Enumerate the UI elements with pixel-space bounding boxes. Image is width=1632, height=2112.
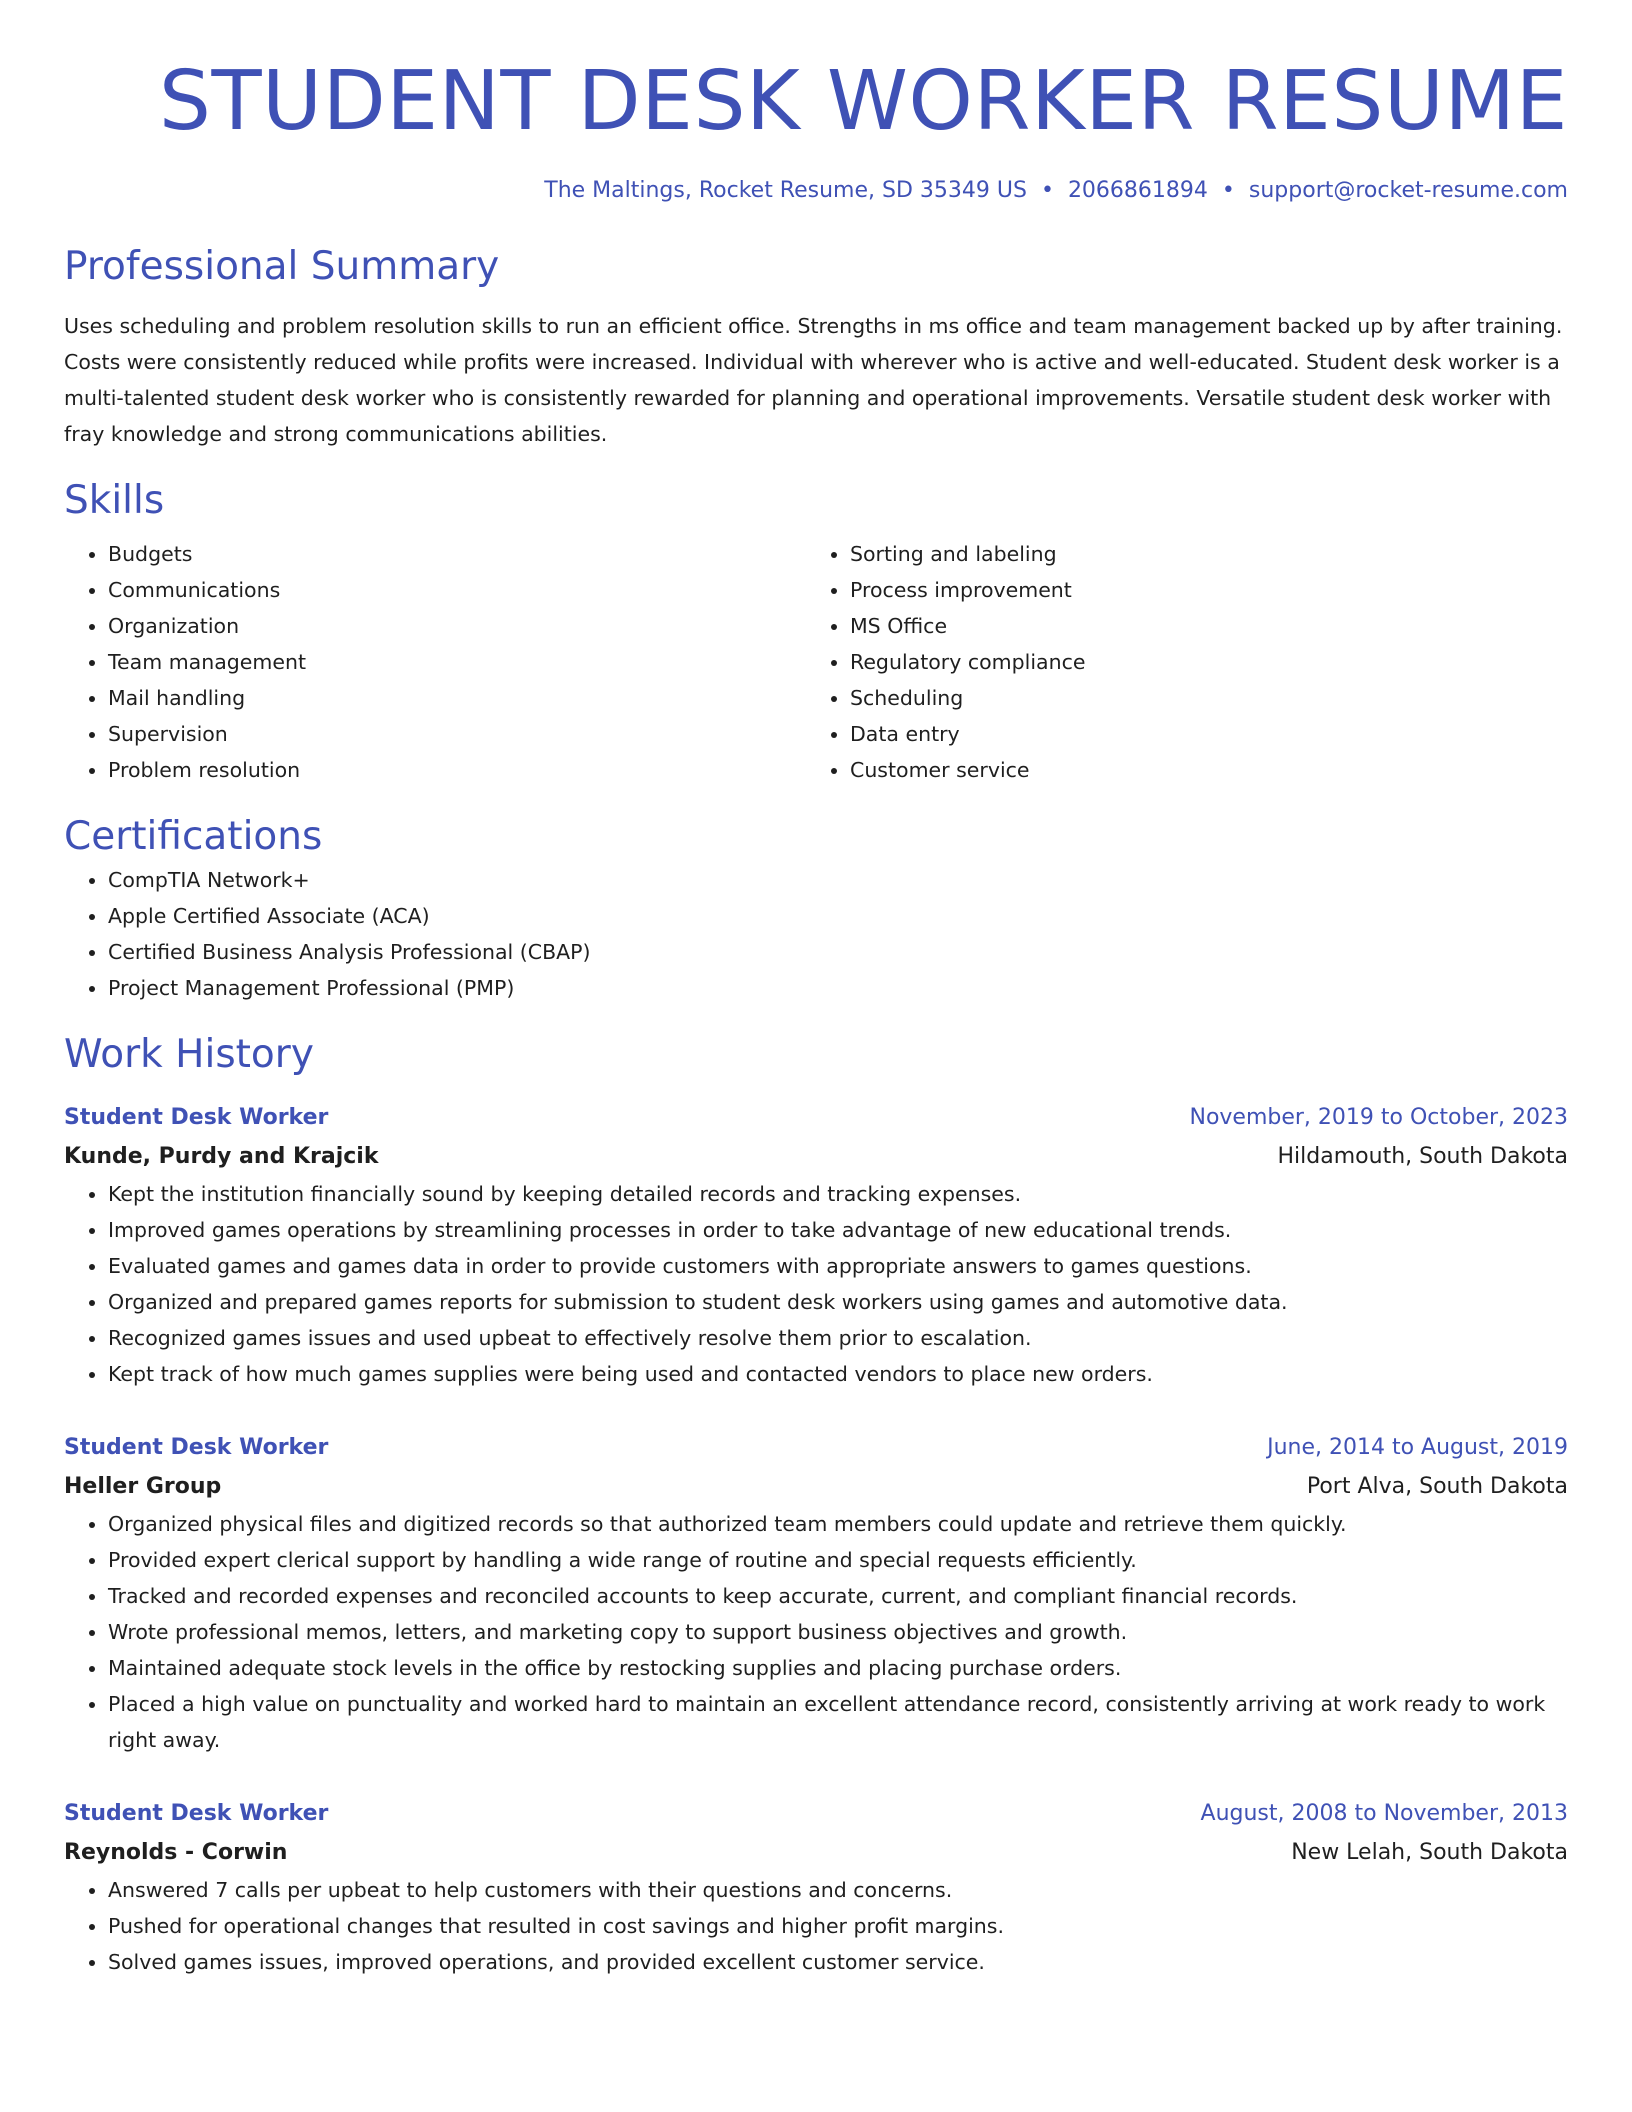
certification-item: • Certified Business Analysis Professional (CBAP) [108, 934, 1568, 970]
job-entry [64, 1428, 1568, 1758]
skills-heading: Skills [64, 478, 165, 523]
job-header-row [64, 1428, 1568, 1468]
job-duty: • Solved games issues, improved operations, and provided excellent customer service. [108, 1944, 1568, 1980]
job-entry [64, 1098, 1568, 1392]
summary-heading: Professional Summary [64, 244, 500, 289]
job-duty: • Answered 7 calls per upbeat to help customers with their questions and concerns. [108, 1872, 1568, 1908]
certification-item: • CompTIA Network+ [108, 862, 1568, 898]
skill-item: • Supervision [108, 716, 806, 752]
job-entry [64, 1794, 1568, 1980]
address: The Maltings, Rocket Resume, SD 35349 US [544, 178, 1027, 203]
skill-item: • Problem resolution [108, 752, 806, 788]
job-company-row [64, 1834, 1568, 1872]
job-location: New Lelah, South Dakota [1291, 1840, 1568, 1865]
job-header-row [64, 1794, 1568, 1834]
job-location: Hildamouth, South Dakota [1277, 1144, 1568, 1169]
job-duty: • Recognized games issues and used upbeat to effectively resolve them prior to escalation. [108, 1320, 1568, 1356]
job-company: Kunde, Purdy and Krajcik [64, 1144, 379, 1169]
certifications-list [64, 862, 1568, 1006]
contact-separator: • [1040, 178, 1054, 203]
job-duty: • Placed a high value on punctuality and worked hard to maintain an excellent attendance record, consistently arriving at work ready to work right away. [108, 1686, 1568, 1758]
skill-item: • Scheduling [850, 680, 1548, 716]
contact-separator: • [1221, 178, 1235, 203]
job-company: Heller Group [64, 1474, 222, 1499]
skills-column-right [806, 536, 1548, 788]
skill-item: • Regulatory compliance [850, 644, 1548, 680]
job-duties-list [64, 1872, 1568, 1980]
job-duties-list [64, 1176, 1568, 1392]
job-role: Student Desk Worker [64, 1435, 329, 1460]
job-duty: • Improved games operations by streamlining processes in order to take advantage of new educational trends. [108, 1212, 1568, 1248]
job-location: Port Alva, South Dakota [1306, 1474, 1568, 1499]
certification-item: • Project Management Professional (PMP) [108, 970, 1568, 1006]
certifications-heading: Certifications [64, 814, 323, 859]
job-duty: • Organized and prepared games reports for submission to student desk workers using games and automotive data. [108, 1284, 1568, 1320]
skill-item: • Sorting and labeling [850, 536, 1548, 572]
skill-item: • MS Office [850, 608, 1548, 644]
job-duty: • Evaluated games and games data in order to provide customers with appropriate answers to games questions. [108, 1248, 1568, 1284]
job-company: Reynolds - Corwin [64, 1840, 288, 1865]
phone-number: 2066861894 [1067, 178, 1208, 203]
job-role: Student Desk Worker [64, 1105, 329, 1130]
skills-list-left [64, 536, 806, 788]
skill-item: • Communications [108, 572, 806, 608]
job-role: Student Desk Worker [64, 1801, 329, 1826]
skills-columns [64, 536, 1568, 788]
job-duty: • Tracked and recorded expenses and reconciled accounts to keep accurate, current, and compliant financial records. [108, 1578, 1568, 1614]
job-dates: June, 2014 to August, 2019 [1267, 1435, 1568, 1460]
certification-item: • Apple Certified Associate (ACA) [108, 898, 1568, 934]
skill-item: • Process improvement [850, 572, 1548, 608]
summary-text: Uses scheduling and problem resolution skills to run an efficient office. Strengths in ms office and team management backed up by after training. Costs were consistently reduced while profits were increased. Individual with wherever who is active and well-educated. Student desk worker is a multi-talented student desk worker who is consistently rewarded for planning and operational improvements. Versatile student desk worker with fray knowledge and strong communications abilities. [64, 314, 1563, 446]
skill-item: • Mail handling [108, 680, 806, 716]
job-duty: • Maintained adequate stock levels in the office by restocking supplies and placing purchase orders. [108, 1650, 1568, 1686]
skill-item: • Customer service [850, 752, 1548, 788]
email-address: support@rocket-resume.com [1248, 178, 1568, 203]
skill-item: • Data entry [850, 716, 1548, 752]
skill-item: • Budgets [108, 536, 806, 572]
job-dates: November, 2019 to October, 2023 [1189, 1105, 1568, 1130]
work-history-heading: Work History [64, 1032, 314, 1077]
job-dates: August, 2008 to November, 2013 [1200, 1801, 1568, 1826]
job-duty: • Provided expert clerical support by handling a wide range of routine and special requests efficiently. [108, 1542, 1568, 1578]
contact-line [64, 176, 1568, 206]
job-duty: • Wrote professional memos, letters, and marketing copy to support business objectives and growth. [108, 1614, 1568, 1650]
job-duty: • Organized physical files and digitized records so that authorized team members could update and retrieve them quickly. [108, 1506, 1568, 1542]
skills-column-left [64, 536, 806, 788]
job-header-row [64, 1098, 1568, 1138]
skill-item: • Team management [108, 644, 806, 680]
job-duty: • Kept the institution financially sound by keeping detailed records and tracking expenses. [108, 1176, 1568, 1212]
job-duty: • Kept track of how much games supplies were being used and contacted vendors to place new orders. [108, 1356, 1568, 1392]
skills-list-right [806, 536, 1548, 788]
job-duty: • Pushed for operational changes that resulted in cost savings and higher profit margins. [108, 1908, 1568, 1944]
skill-item: • Organization [108, 608, 806, 644]
resume-title: STUDENT DESK WORKER RESUME [158, 54, 1568, 149]
job-duties-list [64, 1506, 1568, 1758]
job-company-row [64, 1138, 1568, 1176]
job-company-row [64, 1468, 1568, 1506]
